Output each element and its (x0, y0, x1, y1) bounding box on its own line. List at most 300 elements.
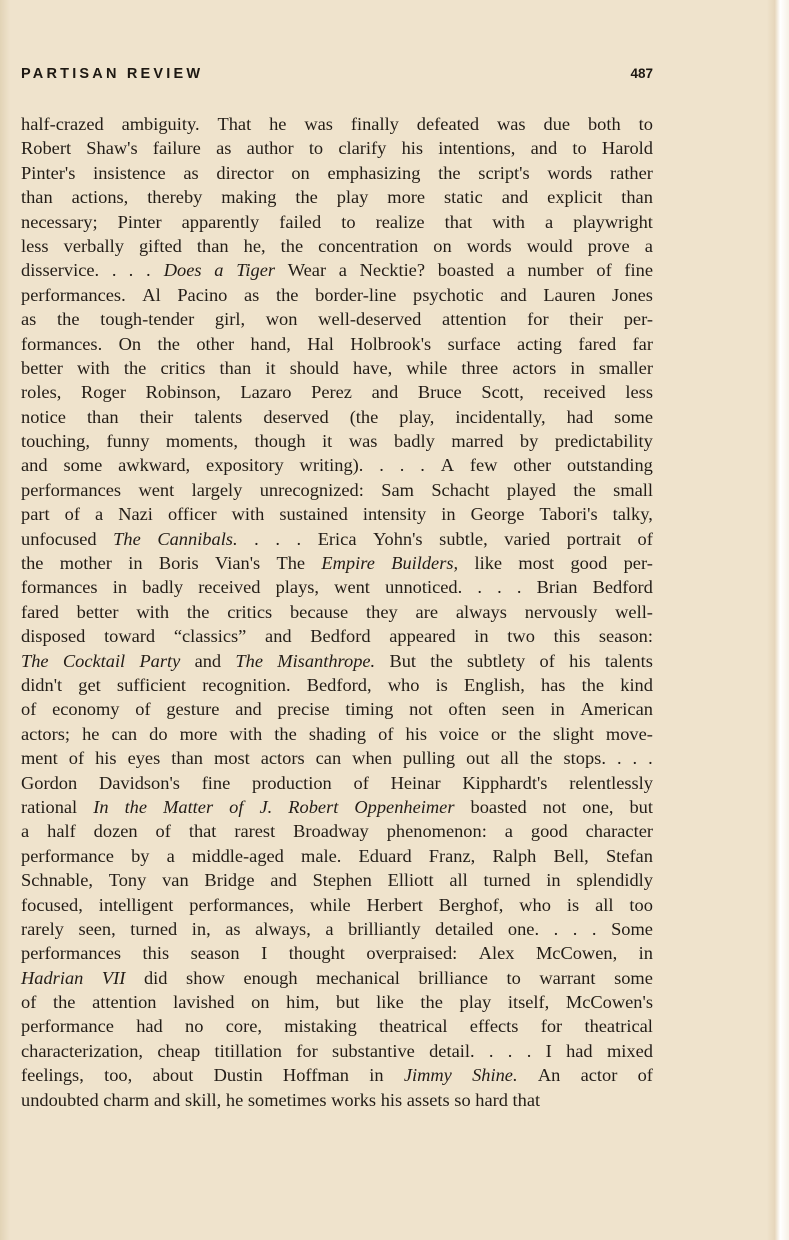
word: was (496, 114, 526, 134)
word: brilliance (418, 967, 488, 988)
word: . (477, 577, 482, 598)
word: the (438, 162, 461, 183)
word: in (570, 357, 585, 378)
word: who (519, 894, 551, 915)
word: Schnable, (21, 870, 94, 891)
word: this (553, 626, 581, 647)
text-line (21, 844, 653, 868)
word: him, (286, 992, 320, 1013)
word: Wear (287, 260, 327, 281)
word: with (492, 211, 525, 232)
italic-title-word: Hadrian (21, 967, 84, 988)
word: toward (104, 626, 156, 647)
word: he, (243, 235, 266, 256)
word: eyes (127, 748, 161, 769)
word: always, (255, 918, 311, 939)
word: Kipphardt's (462, 772, 548, 793)
word: he (225, 1089, 244, 1110)
word: two (507, 626, 535, 647)
word: apparently (181, 211, 260, 232)
word: rather (610, 162, 653, 183)
word: than (196, 235, 229, 256)
word: small (613, 479, 653, 500)
word: the (275, 284, 299, 305)
word: had (566, 1040, 593, 1061)
text-line (21, 551, 653, 575)
word: intentions, (438, 138, 516, 159)
word: a (21, 821, 30, 842)
word: often (448, 699, 487, 720)
word: in (441, 504, 456, 525)
word: actors (512, 357, 557, 378)
word: received (198, 577, 261, 598)
word: relentlessly (569, 772, 653, 793)
word: Yohn's (373, 528, 423, 549)
text-line (21, 356, 653, 380)
word: to (572, 138, 587, 159)
word: writing). (299, 455, 364, 476)
word: his (569, 650, 591, 671)
text-line (21, 1014, 653, 1038)
word: talents (604, 650, 653, 671)
word: . (572, 918, 578, 939)
italic-title-word: Empire (321, 553, 375, 574)
italic-title-word: The (21, 650, 49, 671)
word: substantive (332, 1040, 415, 1061)
word: Eduard (358, 845, 412, 866)
word: all (449, 870, 468, 891)
word: critics (160, 357, 206, 378)
page-number: 487 (630, 66, 653, 81)
word: Herbert (366, 894, 423, 915)
word: Harold (601, 138, 653, 159)
word: Franz, (428, 845, 476, 866)
word: thought (288, 943, 345, 964)
word: . (591, 918, 597, 939)
italic-title-word: Cocktail (62, 650, 126, 671)
word: Some (611, 918, 653, 939)
text-line (21, 502, 653, 526)
text-line (21, 453, 653, 477)
word: and (153, 1089, 181, 1110)
word: subtle, (439, 528, 488, 549)
word: subtlety (467, 650, 526, 671)
word: incidentally, (455, 406, 546, 427)
word: performance (21, 845, 114, 866)
word: and (530, 138, 558, 159)
word: clarify (338, 138, 387, 159)
word: of (155, 821, 171, 842)
word: . (497, 577, 502, 598)
word: better (21, 357, 63, 378)
word: they (366, 601, 398, 622)
word: Hal (307, 333, 334, 354)
word: the (530, 748, 553, 769)
word: too, (104, 1065, 133, 1086)
word: on (251, 992, 270, 1013)
journal-title: PARTISAN REVIEW (21, 66, 204, 82)
word: notice (21, 406, 66, 427)
word: for (540, 1016, 563, 1037)
word: won (265, 309, 298, 330)
word: The (276, 553, 306, 574)
word: Shaw's (86, 138, 138, 159)
text-line (21, 429, 653, 453)
word: in (112, 577, 128, 598)
word: should (289, 357, 339, 378)
word: because (289, 601, 349, 622)
word: nervously (524, 601, 598, 622)
italic-title-word: Jimmy (403, 1065, 452, 1086)
word: seen (501, 699, 535, 720)
word: theatrical (584, 1016, 653, 1037)
word: on (291, 162, 310, 183)
word: tough-tender (100, 309, 195, 330)
word: McCowen's (565, 992, 653, 1013)
word: the (21, 553, 44, 574)
word: pulling (403, 748, 456, 769)
word: fine (201, 772, 231, 793)
word: with (229, 723, 263, 744)
word: and (270, 870, 297, 891)
text-line (21, 161, 653, 185)
word: formances (21, 577, 98, 598)
word: received (543, 382, 606, 403)
text-line (21, 1063, 653, 1087)
text-line (21, 478, 653, 502)
word: character (585, 821, 653, 842)
word: move- (605, 723, 653, 744)
word: he (269, 114, 287, 134)
word: a (338, 260, 347, 281)
word: actors; (21, 723, 71, 744)
word: but (336, 992, 360, 1013)
word: Erica (317, 528, 357, 549)
word: turned (130, 918, 178, 939)
word: by (519, 431, 539, 452)
word: “classics” (173, 626, 247, 647)
italic-title-word: Matter (163, 796, 214, 817)
word: playwright (573, 211, 653, 232)
word: season (190, 943, 240, 964)
word: words (466, 235, 512, 256)
word: Pinter's (21, 162, 76, 183)
word: director (216, 162, 274, 183)
word: performance (21, 1016, 114, 1037)
word: Holbrook's (350, 333, 432, 354)
word: intelligent (98, 894, 174, 915)
word: . (526, 1040, 532, 1061)
word: moments, (165, 431, 238, 452)
word: mistaking (284, 1016, 357, 1037)
word: voice (439, 723, 479, 744)
word: for (527, 309, 549, 330)
word: George (470, 504, 525, 525)
word: . (616, 748, 622, 769)
word: while (406, 357, 448, 378)
word: . (516, 577, 522, 598)
italic-title-word: a (214, 260, 224, 281)
word: production (252, 772, 332, 793)
word: border-line (315, 284, 397, 305)
word: Necktie? (359, 260, 426, 281)
word: in (638, 943, 653, 964)
word: . (553, 918, 559, 939)
word: and (265, 626, 292, 647)
text-line (21, 990, 653, 1014)
italic-title-word: the (124, 796, 148, 817)
word: English, (464, 674, 525, 695)
word: their (569, 309, 603, 330)
word: in (546, 870, 561, 891)
word: of (353, 772, 369, 793)
word: some (614, 967, 653, 988)
word: well- (615, 601, 653, 622)
word: to (341, 211, 356, 232)
word: a (94, 504, 104, 525)
word: shading (308, 723, 367, 744)
word: didn't (21, 674, 63, 695)
word: sufficient (116, 674, 187, 695)
word: and (194, 650, 222, 671)
word: Bridge (204, 870, 255, 891)
word: and (500, 284, 527, 305)
word: performances, (189, 894, 294, 915)
word: more (179, 723, 218, 744)
word: . (632, 748, 638, 769)
word: necessary; (21, 211, 98, 232)
word: as (183, 162, 199, 183)
word: enough (243, 967, 298, 988)
italic-title-word: Builders, (391, 553, 459, 574)
word: officer (167, 504, 217, 525)
word: Schacht (431, 479, 490, 500)
word: Tony (108, 870, 147, 891)
word: than (171, 748, 203, 769)
word: fine (624, 260, 653, 281)
word: Lazaro (240, 382, 292, 403)
word: Jones (612, 284, 653, 305)
word: went (334, 577, 370, 598)
word: Berghof, (438, 894, 504, 915)
word: charm (103, 1089, 150, 1110)
running-head (21, 66, 653, 86)
word: gesture (166, 699, 220, 720)
word: talents (194, 406, 243, 427)
word: good (530, 821, 568, 842)
word: good (570, 553, 608, 574)
word: Stephen (312, 870, 372, 891)
word: Bedford (592, 577, 653, 598)
word: . (296, 528, 302, 549)
word: prove (587, 235, 630, 256)
word: as (216, 138, 232, 159)
word: deserved (263, 406, 329, 427)
word: or (490, 723, 507, 744)
word: That (217, 114, 252, 134)
word: roles, (21, 382, 62, 403)
word: Gordon (21, 772, 78, 793)
word: Boris (158, 553, 199, 574)
word: some (614, 406, 653, 427)
word: Robinson, (145, 382, 221, 403)
word: assets (406, 1089, 450, 1110)
word: mother (59, 553, 112, 574)
word: who (387, 674, 420, 695)
word: attention (442, 309, 507, 330)
word: McCowen, (535, 943, 618, 964)
italic-title-word: In (93, 796, 109, 817)
word: marred (451, 431, 504, 452)
text-line (21, 746, 653, 770)
word: skill, (184, 1089, 222, 1110)
text-line (21, 1039, 653, 1063)
word: finally (350, 114, 399, 134)
word: mixed (606, 1040, 653, 1061)
word: An (537, 1065, 561, 1086)
word: static (443, 187, 483, 208)
word: to (308, 138, 324, 159)
italic-title-word: Party (139, 650, 181, 671)
word: unnoticed. (385, 577, 463, 598)
word: show (186, 967, 225, 988)
word: lavished (173, 992, 235, 1013)
word: to (638, 114, 653, 134)
word: as (21, 309, 37, 330)
word: phenomenon: (386, 821, 487, 842)
word: girl, (214, 309, 246, 330)
word: plays, (275, 577, 320, 598)
text-line (21, 771, 653, 795)
word: actors (260, 748, 305, 769)
word: emphasizing (327, 162, 421, 183)
word: most (518, 553, 555, 574)
word: precise (277, 699, 330, 720)
word: itself, (507, 992, 550, 1013)
word: not (542, 796, 567, 817)
word: failure (152, 138, 201, 159)
word: other (513, 455, 552, 476)
word: detailed (435, 918, 494, 939)
word: economy (52, 699, 120, 720)
word: boasted (470, 796, 527, 817)
word: Heinar (390, 772, 441, 793)
page-gutter-shadow (0, 0, 10, 1240)
text-line (21, 917, 653, 941)
word: smaller (598, 357, 653, 378)
italic-title-word: . (129, 260, 134, 281)
word: gifted (138, 235, 182, 256)
word: Pinter (117, 211, 162, 232)
word: performances (21, 943, 122, 964)
word: fared (21, 601, 59, 622)
word: van (162, 870, 189, 891)
italic-title-word: VII (101, 967, 126, 988)
word: season: (598, 626, 653, 647)
word: the (420, 992, 443, 1013)
word: unfocused (21, 528, 97, 549)
word: played (506, 479, 556, 500)
word: a (166, 845, 175, 866)
word: was (304, 114, 333, 134)
word: . (488, 1040, 494, 1061)
text-line (21, 893, 653, 917)
word: male. (301, 845, 342, 866)
word: of (596, 260, 612, 281)
word: undoubted (21, 1089, 99, 1110)
word: disposed (21, 626, 86, 647)
italic-title-word: Tiger (236, 260, 276, 281)
word: But (389, 650, 417, 671)
word: by (131, 845, 150, 866)
word: Dustin (213, 1065, 263, 1086)
word: feelings, (21, 1065, 84, 1086)
italic-title-word: Oppenheimer (354, 796, 455, 817)
word: characterization, (21, 1040, 144, 1061)
word: the (581, 674, 605, 695)
word: badly (142, 577, 184, 598)
word: in, (191, 918, 211, 939)
text-line (21, 624, 653, 648)
word: rational (21, 796, 78, 817)
word: all (595, 894, 614, 915)
text-line (21, 283, 653, 307)
word: Robert (21, 138, 72, 159)
word: explicit (547, 187, 603, 208)
word: with (231, 504, 265, 525)
word: thereby (147, 187, 203, 208)
word: of (378, 723, 394, 744)
article-body (21, 112, 653, 1112)
text-line (21, 795, 653, 819)
word: one. (507, 918, 540, 939)
word: appeared (389, 626, 456, 647)
word: theatrical (379, 1016, 448, 1037)
italic-title-word: Does (163, 260, 202, 281)
word: the (518, 723, 541, 744)
text-line (21, 380, 653, 404)
text-line (21, 332, 653, 356)
word: critics (227, 601, 273, 622)
word: well-deserved (318, 309, 422, 330)
word: overpraised: (366, 943, 458, 964)
word: touching, (21, 431, 90, 452)
word: hard (475, 1089, 508, 1110)
word: with (136, 601, 170, 622)
word: like (376, 992, 404, 1013)
page-edge (767, 0, 789, 1240)
word: that (512, 1089, 541, 1110)
text-line (21, 868, 653, 892)
word: titillation (214, 1040, 282, 1061)
word: out (466, 748, 490, 769)
word: dozen (93, 821, 138, 842)
word: that (188, 821, 217, 842)
word: had (136, 1016, 163, 1037)
word: one, (582, 796, 614, 817)
word: a (545, 211, 554, 232)
word: . (254, 528, 259, 549)
word: recognition. (202, 674, 291, 695)
word: went (138, 479, 175, 500)
word: performances (21, 479, 122, 500)
word: are (415, 601, 438, 622)
word: hand, (250, 333, 291, 354)
word: far (632, 333, 653, 354)
word: than (219, 357, 252, 378)
word: fared (578, 333, 617, 354)
word: timing (345, 699, 394, 720)
